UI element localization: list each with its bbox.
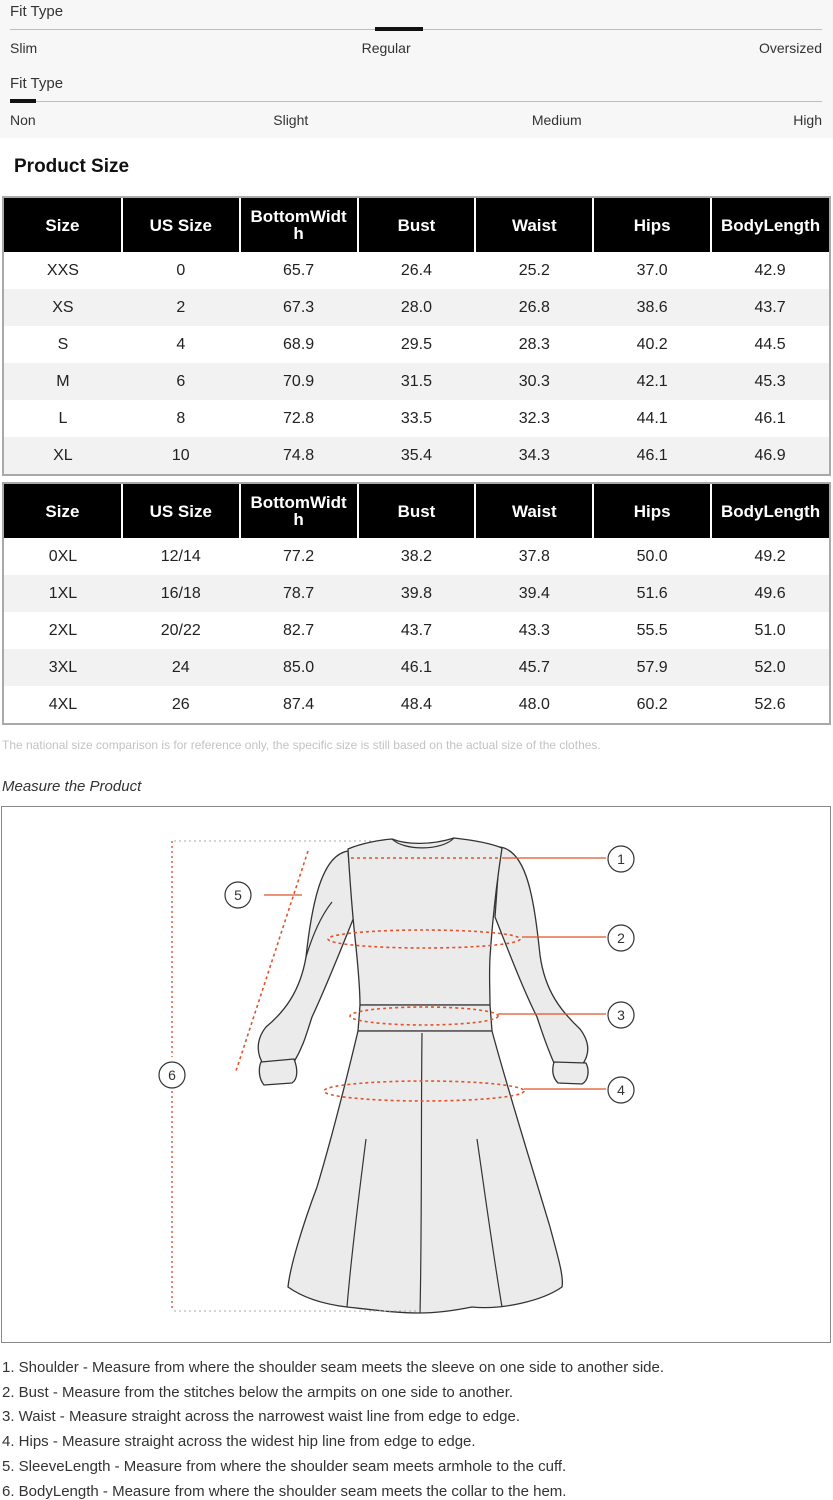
table-cell: 49.6 — [711, 575, 829, 612]
column-header: BodyLength — [711, 198, 829, 252]
column-header: US Size — [122, 484, 240, 538]
table-body — [4, 252, 829, 474]
table-row — [4, 400, 829, 437]
table-cell: L — [58, 409, 68, 427]
column-header: Waist — [475, 484, 593, 538]
fit-type-labels — [10, 40, 822, 56]
product-size-title: Product Size — [14, 156, 130, 177]
fit-label-high: High — [793, 112, 822, 128]
table-row — [4, 538, 829, 575]
table-cell: 0XL — [48, 547, 78, 565]
fit-type-labels — [10, 112, 822, 128]
table-cell: 44.5 — [754, 335, 786, 353]
table-cell: 45.7 — [475, 649, 593, 686]
marker-6: 6 — [168, 1067, 176, 1083]
column-header: BottomWidth — [240, 198, 358, 252]
table-cell: XL — [4, 437, 122, 474]
size-note: The national size comparison is for reference only, the specific size is still based on the actual size of the clothes. — [2, 738, 601, 752]
table-cell: 72.8 — [283, 409, 315, 427]
table-cell: 52.6 — [754, 695, 786, 713]
column-header: Bust — [358, 484, 476, 538]
table-cell: 77.2 — [283, 547, 315, 565]
table-cell: 51.0 — [754, 621, 786, 639]
table-cell: 20/22 — [160, 621, 201, 639]
table-cell: 31.5 — [358, 363, 476, 400]
column-header: BodyLength — [711, 484, 829, 538]
table-row — [4, 575, 829, 612]
table-cell: 1XL — [4, 575, 122, 612]
column-header: BottomWidth — [240, 484, 358, 538]
table-header-row — [4, 198, 829, 252]
table-cell: 38.6 — [593, 289, 711, 326]
dress-illustration — [2, 807, 830, 1342]
table-cell: 37.8 — [518, 547, 550, 565]
fit-label-medium: Medium — [531, 112, 582, 128]
table-cell: 60.2 — [636, 695, 668, 713]
table-cell: 85.0 — [240, 649, 358, 686]
table-cell: 40.2 — [636, 335, 668, 353]
table-body — [4, 538, 829, 723]
table-cell: 38.2 — [400, 547, 433, 565]
table-cell: 29.5 — [400, 335, 433, 353]
table-cell: 46.1 — [358, 649, 476, 686]
legend-item-waist: 3. Waist - Measure straight across the narrowest waist line from edge to edge. — [2, 1408, 521, 1426]
marker-1: 1 — [617, 851, 625, 867]
fit-label-slight: Slight — [273, 112, 309, 128]
table-cell: 2 — [122, 289, 240, 326]
table-cell: 68.9 — [283, 335, 315, 353]
table-cell: 52.0 — [711, 649, 829, 686]
table-cell: 39.4 — [475, 575, 593, 612]
column-header: Bust — [358, 198, 476, 252]
table-cell: 65.7 — [283, 261, 315, 279]
fit-type-marker — [10, 99, 36, 103]
fit-type-marker — [375, 27, 423, 31]
table-cell: 24 — [122, 649, 240, 686]
table-cell: 2XL — [48, 621, 78, 639]
marker-3: 3 — [617, 1007, 625, 1023]
table-cell: 48.4 — [400, 695, 433, 713]
table-cell: 74.8 — [240, 437, 358, 474]
table-cell: 51.6 — [593, 575, 711, 612]
table-cell: 43.7 — [711, 289, 829, 326]
table-cell: 42.1 — [593, 363, 711, 400]
table-cell: 16/18 — [122, 575, 240, 612]
table-cell: 87.4 — [283, 695, 315, 713]
table-cell: 0 — [176, 261, 186, 279]
table-cell: 8 — [176, 409, 186, 427]
table-cell: 34.3 — [475, 437, 593, 474]
legend-item-shoulder: 1. Shoulder - Measure from where the shoulder seam meets the sleeve on one side to another side. — [2, 1359, 665, 1376]
fit-type-title: Fit Type — [10, 75, 64, 92]
table-cell: 26.4 — [400, 261, 433, 279]
table-cell: S — [57, 335, 69, 353]
table-cell: 57.9 — [593, 649, 711, 686]
table-cell: 3XL — [4, 649, 122, 686]
table-cell: 50.0 — [636, 547, 668, 565]
table-cell: 30.3 — [475, 363, 593, 400]
fit-label-regular: Regular — [361, 40, 411, 56]
table-cell: M — [4, 363, 122, 400]
fit-label-non: Non — [10, 112, 36, 128]
table-cell: 10 — [122, 437, 240, 474]
table-cell: 4 — [176, 335, 186, 353]
size-table-regular — [2, 196, 831, 476]
column-header: Hips — [593, 484, 711, 538]
fit-type-title: Fit Type — [10, 3, 64, 20]
table-cell: 55.5 — [636, 621, 668, 639]
table-cell: 46.1 — [593, 437, 711, 474]
legend-item-hips: 4. Hips - Measure straight across the widest hip line from edge to edge. — [2, 1433, 476, 1451]
table-cell: 28.3 — [518, 335, 550, 353]
table-row — [4, 289, 829, 326]
table-cell: 49.2 — [754, 547, 786, 565]
table-cell: 37.0 — [636, 261, 668, 279]
column-header: Size — [4, 198, 122, 252]
table-row — [4, 649, 829, 686]
marker-5: 5 — [234, 887, 242, 903]
table-row — [4, 612, 829, 649]
table-cell: 43.3 — [518, 621, 550, 639]
fit-label-slim: Slim — [10, 40, 38, 56]
measure-legend — [2, 1356, 664, 1500]
table-row — [4, 686, 829, 723]
marker-2: 2 — [617, 930, 625, 946]
table-row — [4, 326, 829, 363]
marker-4: 4 — [617, 1082, 625, 1098]
legend-item-sleeve-length: 5. SleeveLength - Measure from where the shoulder seam meets armhole to the cuff. — [2, 1457, 567, 1475]
table-cell: 82.7 — [283, 621, 315, 639]
table-cell: 28.0 — [358, 289, 476, 326]
table-cell: 35.4 — [358, 437, 476, 474]
table-cell: 32.3 — [518, 409, 550, 427]
table-cell: 67.3 — [240, 289, 358, 326]
table-cell: 43.7 — [400, 621, 433, 639]
table-row — [4, 252, 829, 289]
table-cell: 42.9 — [754, 261, 786, 279]
table-cell: 12/14 — [160, 547, 201, 565]
table-cell: 26 — [171, 695, 190, 713]
table-cell: 26.8 — [475, 289, 593, 326]
table-header-row — [4, 484, 829, 538]
table-cell: XXS — [46, 261, 79, 279]
table-cell: 4XL — [48, 695, 78, 713]
table-cell: 48.0 — [518, 695, 550, 713]
table-cell: 45.3 — [711, 363, 829, 400]
table-row — [4, 437, 829, 474]
measure-title: Measure the Product — [2, 778, 142, 795]
column-header: Hips — [593, 198, 711, 252]
table-cell: 70.9 — [240, 363, 358, 400]
legend-item-body-length: 6. BodyLength - Measure from where the shoulder seam meets the collar to the hem. — [2, 1482, 567, 1500]
table-cell: 39.8 — [358, 575, 476, 612]
fit-type-track — [10, 101, 822, 102]
column-header: US Size — [122, 198, 240, 252]
fit-type-panel — [0, 0, 833, 138]
table-cell: 44.1 — [636, 409, 668, 427]
table-cell: 33.5 — [400, 409, 433, 427]
table-cell: 78.7 — [240, 575, 358, 612]
column-header: Size — [4, 484, 122, 538]
measure-diagram — [1, 806, 831, 1343]
table-cell: XS — [4, 289, 122, 326]
column-header: Waist — [475, 198, 593, 252]
size-table-plus — [2, 482, 831, 725]
table-cell: 46.1 — [754, 409, 786, 427]
fit-label-oversized: Oversized — [758, 40, 822, 56]
legend-item-bust: 2. Bust - Measure from the stitches below the armpits on one side to another. — [2, 1383, 514, 1401]
table-cell: 46.9 — [711, 437, 829, 474]
table-cell: 25.2 — [518, 261, 550, 279]
table-cell: 6 — [122, 363, 240, 400]
table-row — [4, 363, 829, 400]
